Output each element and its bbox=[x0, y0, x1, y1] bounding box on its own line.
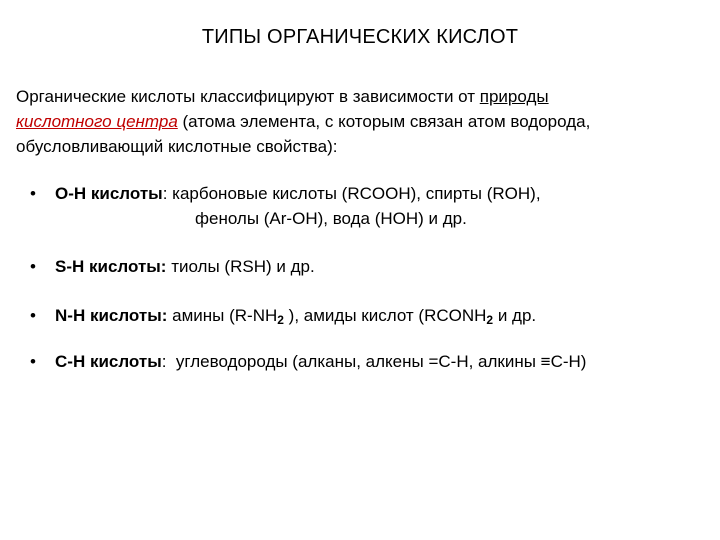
bullet-marker: • bbox=[30, 306, 36, 325]
bullet-marker: • bbox=[30, 184, 36, 203]
bullet-label-colon: : bbox=[161, 352, 167, 371]
intro-text-underlined: природы bbox=[479, 87, 549, 106]
bullet-marker: • bbox=[30, 257, 36, 276]
bullet-marker: • bbox=[30, 352, 36, 371]
list-item-nh bbox=[16, 303, 706, 328]
bullet-label: N-H кислоты: bbox=[55, 306, 168, 325]
bullet-text-b: ), амиды кислот (RCONH bbox=[283, 306, 487, 325]
page-title: ТИПЫ ОРГАНИЧЕСКИХ КИСЛОТ bbox=[201, 26, 519, 48]
bullet-label: C-H кислоты bbox=[55, 352, 162, 371]
bullet-label: O-H кислоты bbox=[55, 184, 163, 203]
bullet-text: карбоновые кислоты (RCOOH), спирты (ROH), bbox=[172, 184, 541, 203]
intro-paragraph bbox=[16, 84, 706, 159]
list-item-sh bbox=[16, 254, 706, 279]
intro-acid-center: кислотного центра bbox=[16, 112, 178, 131]
list-item-ch bbox=[16, 349, 706, 374]
bullet-text-line2: фенолы (Ar-OH), вода (HOH) и др. bbox=[195, 209, 467, 228]
subscript: 2 bbox=[277, 313, 284, 327]
bullet-text-a: амины (R-NH bbox=[167, 306, 278, 325]
intro-text-1: Органические кислоты классифицируют в зависимости от bbox=[16, 87, 480, 106]
subscript: 2 bbox=[486, 313, 494, 327]
bullet-label: S-H кислоты: bbox=[55, 257, 167, 276]
bullet-sep: : bbox=[162, 184, 173, 203]
bullet-text: тиолы (RSH) и др. bbox=[166, 257, 315, 276]
bullet-text: углеводороды (алканы, алкены =C-H, алкины ≡C-H) bbox=[166, 352, 587, 371]
bullet-text-c: и др. bbox=[493, 306, 537, 325]
list-item-oh bbox=[16, 181, 706, 231]
intro-text-2: (атома элемента, с которым связан атом водорода, обусловливающий кислотные свойства): bbox=[16, 112, 591, 156]
